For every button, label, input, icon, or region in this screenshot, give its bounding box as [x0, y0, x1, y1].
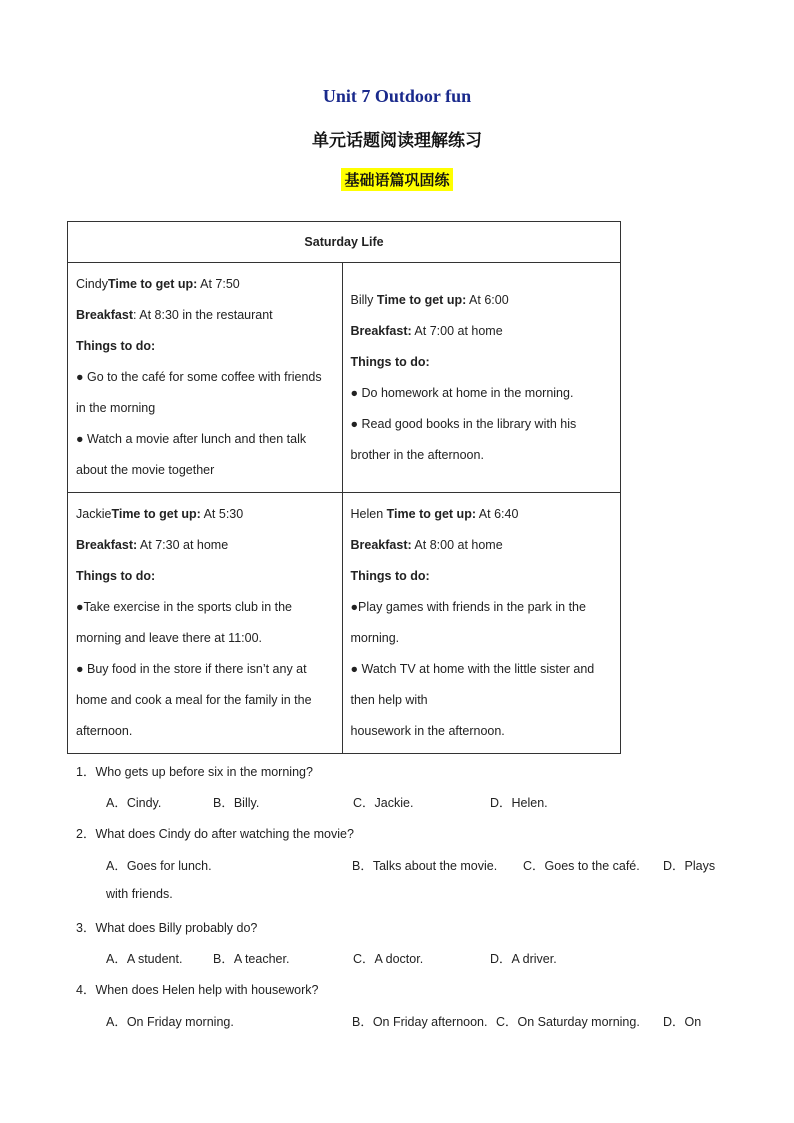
answer-option[interactable]: D．Helen. [490, 796, 548, 810]
question-stem: 3．What does Billy probably do? [76, 921, 258, 935]
person-cell-jackie [68, 493, 343, 754]
activity-line: brother in the afternoon. [350, 447, 484, 462]
get-up-label: Time to get up: [376, 292, 467, 307]
answer-option[interactable]: C．Goes to the café. [523, 859, 640, 873]
answer-option[interactable]: C．On Saturday morning. [496, 1015, 640, 1029]
person-cell-cindy [68, 263, 343, 493]
activity-line: ●Take exercise in the sports club in the [76, 600, 292, 614]
breakfast-label: Breakfast: [76, 538, 138, 552]
get-up-line [351, 499, 613, 530]
get-up-label: Time to get up: [386, 507, 476, 521]
person-name: Billy [350, 292, 377, 307]
get-up-line [351, 285, 613, 316]
person-name: Jackie [76, 507, 112, 521]
answer-option[interactable]: C．Jackie. [353, 796, 414, 810]
answer-option[interactable]: B．Talks about the movie. [352, 859, 498, 873]
activity-line: ● Watch TV at home with the little sister and [350, 662, 595, 676]
get-up-time: At 5:30 [200, 507, 244, 521]
question-stem: 2．What does Cindy do after watching the movie? [76, 827, 354, 841]
activity-line: morning and leave there at 11:00. [76, 631, 263, 645]
activity-line: ● Read good books in the library with his [350, 416, 577, 431]
activity-line: ● Watch a movie after lunch and then talk [76, 432, 307, 446]
activity-line: ● Do homework at home in the morning. [350, 385, 574, 400]
subtitle-wrap [0, 168, 794, 191]
answer-option[interactable]: A．A student. [106, 952, 183, 966]
breakfast-value: At 8:00 at home [411, 538, 503, 552]
things-label: Things to do: [76, 339, 156, 353]
things-label: Things to do: [350, 569, 430, 583]
activity-line: morning. [350, 631, 400, 645]
person-cell-billy [342, 263, 621, 493]
activity-line: then help with [350, 693, 428, 707]
activity-line: ● Buy food in the store if there isn’t any at [76, 662, 307, 676]
breakfast-label: Breakfast: [350, 538, 412, 552]
breakfast-line [76, 530, 334, 561]
breakfast-line [76, 300, 334, 331]
answer-option[interactable]: B．Billy. [213, 796, 260, 810]
table-title: Saturday Life [68, 222, 621, 263]
get-up-time: At 6:40 [476, 507, 519, 521]
person-name: Cindy [76, 277, 108, 291]
answer-option[interactable]: D．A driver. [490, 952, 557, 966]
highlighted-subtitle: 基础语篇巩固练 [341, 168, 452, 191]
breakfast-value: At 7:30 at home [137, 538, 229, 552]
person-cell-helen [342, 493, 621, 754]
activity-line: home and cook a meal for the family in the [76, 693, 312, 707]
get-up-line [76, 499, 334, 530]
breakfast-label: Breakfast: [350, 323, 412, 338]
worksheet-title: 单元话题阅读理解练习 [312, 131, 482, 151]
get-up-line [76, 269, 334, 300]
question-stem: 4．When does Helen help with housework? [76, 983, 319, 997]
question-stem: 1．Who gets up before six in the morning? [76, 765, 313, 779]
things-label: Things to do: [76, 569, 156, 583]
activity-line: ●Play games with friends in the park in the [350, 600, 586, 614]
activity-line: housework in the afternoon. [350, 724, 505, 738]
answer-option[interactable]: A．Goes for lunch. [106, 859, 212, 873]
get-up-time: At 6:00 [466, 292, 509, 307]
person-name: Helen [350, 507, 387, 521]
activity-line: in the morning [76, 401, 156, 415]
breakfast-label: Breakfast [76, 308, 133, 322]
get-up-time: At 7:50 [197, 277, 240, 291]
saturday-life-table [67, 221, 621, 754]
activity-line: ● Go to the café for some coffee with friends [76, 370, 322, 384]
activity-line: afternoon. [76, 724, 133, 738]
breakfast-value: At 7:00 at home [411, 323, 503, 338]
option-continuation: with friends. [106, 887, 173, 901]
answer-option[interactable]: B．A teacher. [213, 952, 290, 966]
answer-option[interactable]: D．Plays [663, 859, 716, 873]
breakfast-line [351, 530, 613, 561]
answer-option[interactable]: C．A doctor. [353, 952, 424, 966]
answer-option[interactable]: D．On [663, 1015, 702, 1029]
unit-title: Unit 7 Outdoor fun [322, 86, 472, 106]
get-up-label: Time to get up: [111, 507, 201, 521]
activity-line: about the movie together [76, 463, 215, 477]
answer-option[interactable]: A．Cindy. [106, 796, 162, 810]
get-up-label: Time to get up: [107, 277, 198, 291]
answer-option[interactable]: B．On Friday afternoon. [352, 1015, 488, 1029]
things-label: Things to do: [350, 354, 430, 369]
breakfast-value: : At 8:30 in the restaurant [132, 308, 273, 322]
breakfast-line [351, 316, 613, 347]
answer-option[interactable]: A．On Friday morning. [106, 1015, 234, 1029]
